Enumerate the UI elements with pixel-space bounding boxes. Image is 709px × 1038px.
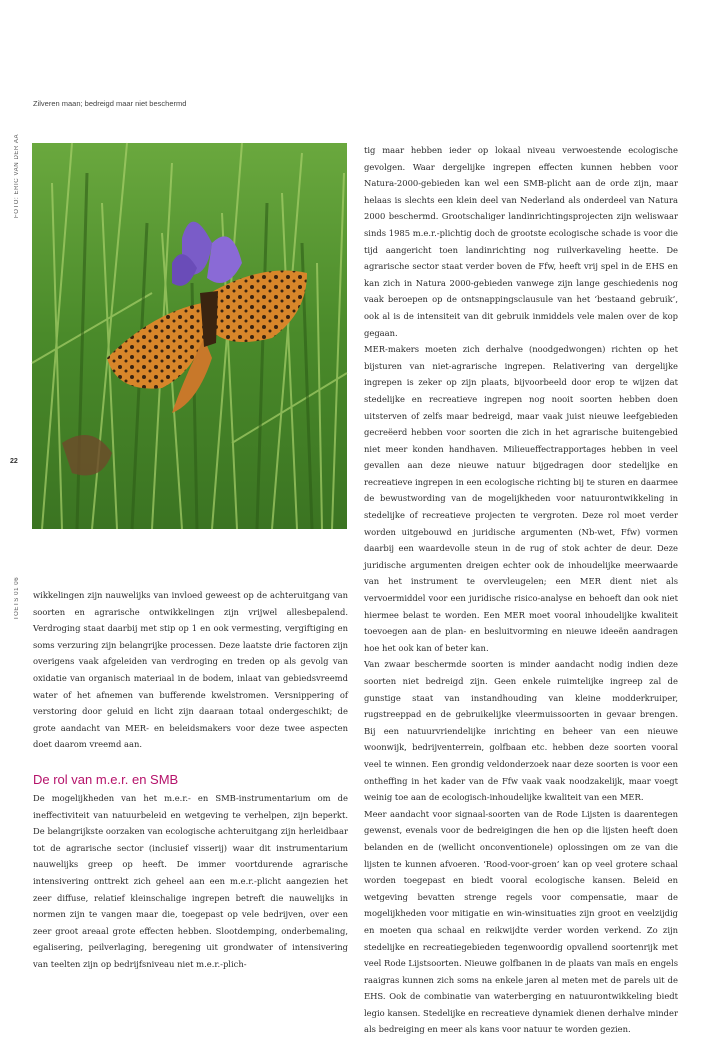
- butterfly-photo: [32, 143, 347, 529]
- article-column-right: [364, 142, 678, 1038]
- paragraph: MER-makers moeten zich derhalve (noodgedwongen) richten op het bijsturen van niet-agrarische ingrepen. Relativering van dergelijke ingrepen is zeker op zijn plaats, bijvoorbeeld door erop te wijzen dat stedelijke en recreatieve ingrepen nog nooit soorten hebben doen uitsterven of zelfs maar bedreigd, maar vaak juist nieuwe leefgebieden gecreëerd hebben voor soorten die zich in het agrarische buitengebied niet meer konden handhaven. Milieueffectrapportages hebben in veel gevallen aan deze nieuwe natuur bijgedragen door stedelijke en recreatieve ingrepen in een ecologische richting bij te sturen en daarmee de bewustwording van de mogelijkheden voor natuurontwikkeling in stedelijke of recreatieve projecten te vergroten. Deze rol moet verder worden uitgebouwd en juridische argumenten (Nb-wet, Ffw) vormen daarbij een waardevolle steun in de rug of stok achter de deur. Deze juridische argumenten dreigen echter ook de inhoudelijke meerwaarde van het instrument te overvleugelen; een MER dient niet als vervoermiddel voor een juridische risico-analyse en behoeft dan ook niet hiermee belast te worden. Een MER moet vooral inhoudelijke kwaliteit toevoegen aan de plan- en besluitvorming en nieuwe ideeën aandragen hoe het ook kan of beter kan.: [364, 344, 678, 653]
- photo-caption: Zilveren maan; bedreigd maar niet beschermd: [33, 99, 187, 108]
- journal-issue-mark: TOETS 01 06: [14, 576, 20, 620]
- paragraph: tig maar hebben ieder op lokaal niveau verwoestende ecologische gevolgen. Waar dergelijke ingrepen effecten kunnen hebben voor Natura-2000-gebieden kan wel een SMB-plicht aan de orde zijn, maar helaas is slechts een klein deel van Nederland als onderdeel van Natura 2000 beschermd. Grootschaliger landinrichtingsprojecten zijn weliswaar sinds 1985 m.e.r.-plichtig doch de grootste ecologische schade is voor die tijd aangericht toen landinrichting nog ruilverkaveling heette. De agrarische sector staat verder boven de Ffw, heeft vrij spel in de EHS en kan zich in Natura 2000-gebieden vanwege zijn lange geschiedenis nog vaak beroepen op de ontsnappingsclausule van het ‘bestaand gebruik’, ook al is de intensiteit van dit gebruik inmiddels vele malen over de kop gegaan.: [364, 145, 678, 338]
- paragraph: Van zwaar beschermde soorten is minder aandacht nodig indien deze soorten niet bedreigd zijn. Geen enkele ruimtelijke ingreep zal de gunstige staat van instandhouding van kleine modderkruiper, rugstreeppad en de gebruikelijke vleermuissoorten in gevaar brengen. Bij een natuurvriendelijke inrichting en beheer van een nieuwe woonwijk, bedrijventerrein, golfbaan etc. hebben deze soorten vooral veel te winnen. Een grondig veldonderzoek naar deze soorten is voor een ontheffing in het kader van de Ffw vaak vaak noodzakelijk, maar voegt weinig toe aan de ecologisch-inhoudelijke kwaliteit van een MER.: [364, 659, 678, 803]
- paragraph: wikkelingen zijn nauwelijks van invloed geweest op de achteruitgang van soorten en agrarische ontwikkelingen zijn vrijwel allesbepalend. Verdroging staat daarbij met stip op 1 en ook vermesting, vergiftiging en soms verzuring zijn belangrijke processen. Deze laatste drie factoren zijn overigens vaak afgeleiden van verdroging en treden op als gevolg van oxidatie van organisch materiaal in de bodem, inlaat van gebiedsvreemd water of het afnemen van bufferende kwelstromen. Versnippering of verstoring door geluid en licht zijn daaraan totaal ondergeschikt; de grote aandacht van MER- en beleidsmakers voor deze twee aspecten doet daarom vreemd aan.: [33, 590, 348, 750]
- page-number: 22: [10, 458, 18, 465]
- paragraph: De mogelijkheden van het m.e.r.- en SMB-instrumentarium om de ineffectiviteit van natuurbeleid en wetgeving te verhelpen, zijn beperkt. De belangrijkste oorzaken van ecologische achteruitgang zijn herleidbaar tot de agrarische sector (inclusief visserij) waar dit instrumentarium nauwelijks greep op heeft. De immer voortdurende agrarische intensivering onttrekt zich geheel aan een m.e.r.-plicht aangezien het zeer diffuse, relatief kleinschalige ingrepen betreft die nauwelijks in normen zijn te vangen maar die, toegepast op vele bedrijven, over een zeer groot areaal grote effecten hebben. Slootdemping, onderbemaling, egalisering, peilverlaging, beregening uit grondwater of intensivering van teelten zijn op bedrijfsniveau niet m.e.r.-plich-: [33, 792, 348, 969]
- section-heading: De rol van m.e.r. en SMB: [33, 771, 179, 787]
- paragraph: Meer aandacht voor signaal-soorten van de Rode Lijsten is daarentegen gewenst, evenals voor de bedreigingen die hen op die lijsten heeft doen belanden en de (wellicht onconventionele) oplossingen om ze van die lijsten te kunnen afvoeren. ‘Rood-voor-groen’ kan op veel grotere schaal worden toegepast en biedt vooral ecologische kansen. Beleid en wetgeving bevatten strenge regels voor compensatie, maar de mogelijkheden voor mitigatie en win-winsituaties zijn groot en veelzijdig en moeten qua schaal en reikwijdte verder worden verkend. Zo zijn stedelijke en recreatiegebieden tegenwoordig opvallend soortenrijk met veel Rode Lijstsoorten. Nieuwe golfbanen in de plaats van maïs en engels raaigras kunnen zich soms na enkele jaren al meten met de parels uit de EHS. Ook de combinatie van waterberging en natuurontwikkeling biedt legio kansen. Stedelijke en recreatieve dynamiek dienen derhalve minder als bedreiging en meer als kans voor natuur te worden gezien.: [364, 808, 678, 1035]
- article-column-left: [33, 587, 348, 972]
- photo-credit: FOTO: ERIC VAN DER AA: [14, 133, 20, 218]
- butterfly-photo-illustration: [32, 143, 347, 529]
